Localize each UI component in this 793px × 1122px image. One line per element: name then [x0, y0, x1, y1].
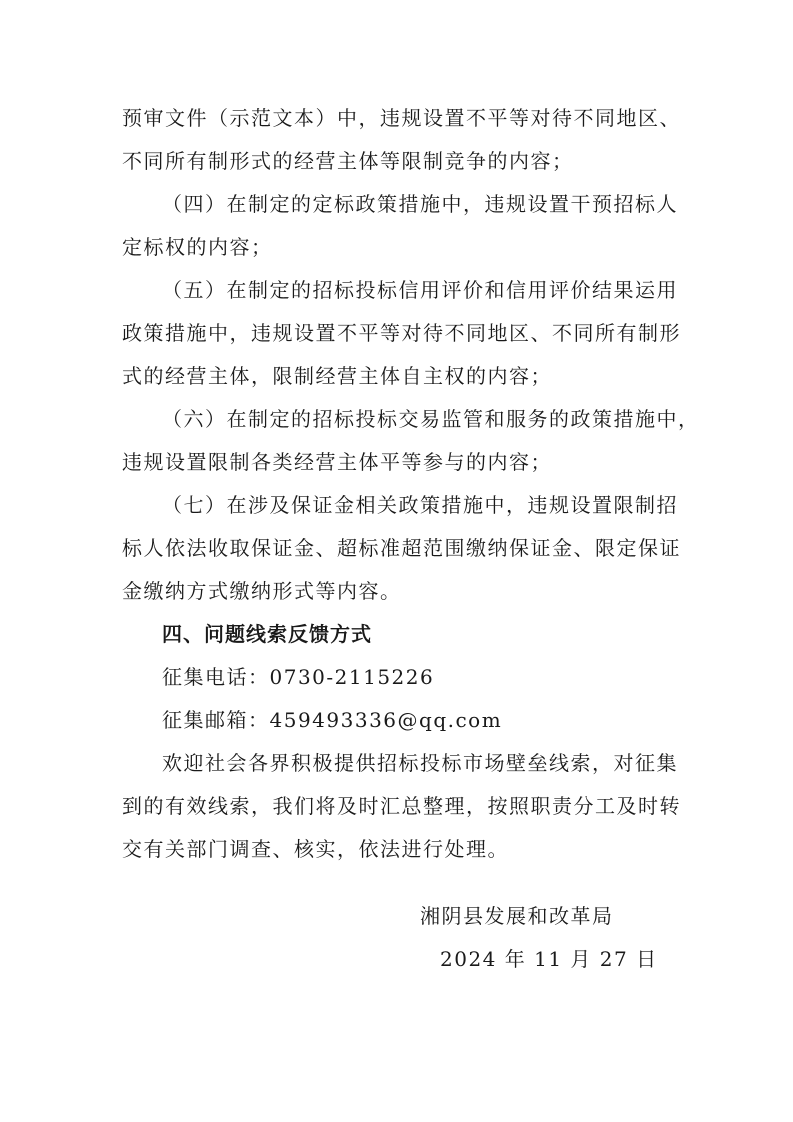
signature-org: 湘阴县发展和改革局 — [420, 904, 614, 928]
text-line-4: 定标权的内容； — [122, 235, 273, 259]
closing-line-3: 交有关部门调查、核实，依法进行处理。 — [122, 837, 509, 861]
text-line-8: （六）在制定的招标投标交易监管和服务的政策措施中， — [162, 407, 700, 431]
text-line-12: 金缴纳方式缴纳形式等内容。 — [122, 579, 402, 603]
text-line-9: 违规设置限制各类经营主体平等参与的内容； — [122, 450, 552, 474]
closing-line-1: 欢迎社会各界积极提供招标投标市场壁垒线索，对征集 — [162, 751, 678, 775]
text-line-7: 式的经营主体，限制经营主体自主权的内容； — [122, 364, 552, 388]
closing-line-2: 到的有效线索，我们将及时汇总整理，按照职责分工及时转 — [122, 794, 681, 818]
text-line-10: （七）在涉及保证金相关政策措施中，违规设置限制招 — [162, 493, 678, 517]
email-line: 征集邮箱：459493336@qq.com — [162, 708, 503, 732]
signature-date: 2024 年 11 月 27 日 — [440, 947, 658, 971]
text-line-11: 标人依法收取保证金、超标准超范围缴纳保证金、限定保证 — [122, 536, 681, 560]
text-line-2: 不同所有制形式的经营主体等限制竞争的内容； — [122, 149, 574, 173]
text-line-1: 预审文件（示范文本）中，违规设置不平等对待不同地区、 — [122, 106, 681, 130]
text-line-3: （四）在制定的定标政策措施中，违规设置干预招标人 — [162, 192, 678, 216]
text-line-6: 政策措施中，违规设置不平等对待不同地区、不同所有制形 — [122, 321, 681, 345]
phone-line: 征集电话：0730-2115226 — [162, 665, 435, 689]
text-line-5: （五）在制定的招标投标信用评价和信用评价结果运用 — [162, 278, 678, 302]
section-heading: 四、问题线索反馈方式 — [162, 622, 372, 646]
